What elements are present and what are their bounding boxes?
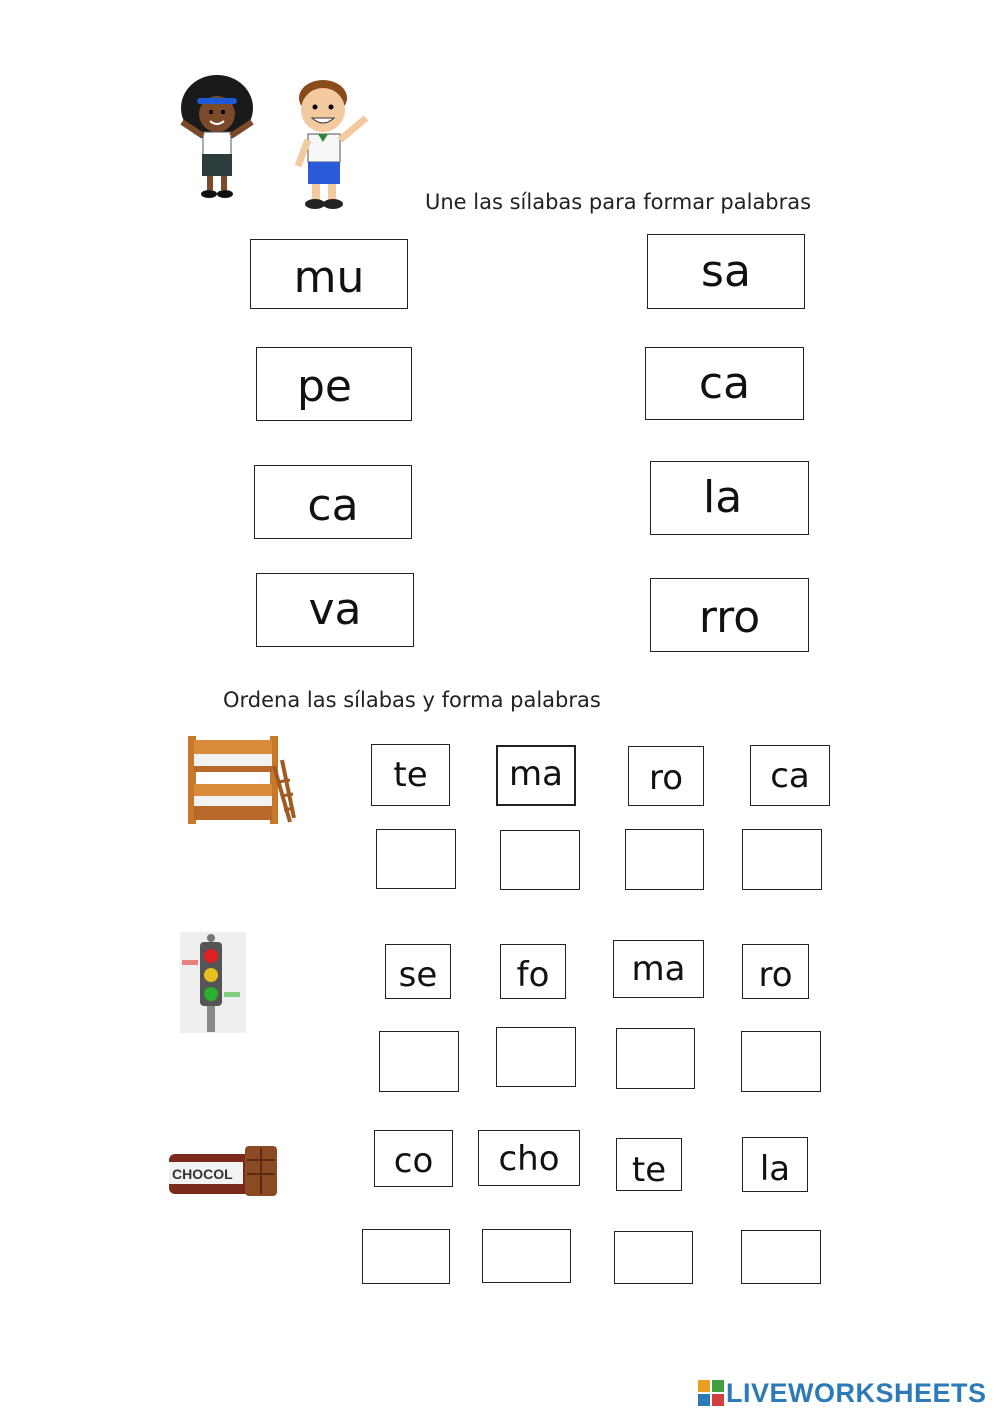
syllable-box-right-4[interactable]: rro bbox=[650, 578, 809, 652]
syllable-card-1-4[interactable]: ca bbox=[750, 745, 830, 806]
bunk-bed-icon bbox=[186, 730, 296, 828]
answer-box-2-4[interactable] bbox=[741, 1031, 821, 1092]
answer-box-1-1[interactable] bbox=[376, 829, 456, 889]
syllable-card-1-2[interactable]: ma bbox=[496, 745, 576, 806]
syllable-box-left-3[interactable]: ca bbox=[254, 465, 412, 539]
liveworksheets-logo bbox=[698, 1378, 987, 1408]
answer-box-2-3[interactable] bbox=[616, 1028, 695, 1089]
answer-box-1-3[interactable] bbox=[625, 829, 704, 890]
instruction-order-syllables: Ordena las sílabas y forma palabras bbox=[223, 688, 601, 712]
chocolate-bar-icon bbox=[167, 1140, 279, 1202]
syllable-box-left-4[interactable]: va bbox=[256, 573, 414, 647]
kids-illustration bbox=[170, 70, 385, 215]
answer-box-3-1[interactable] bbox=[362, 1229, 450, 1284]
syllable-box-left-2[interactable]: pe bbox=[256, 347, 412, 421]
liveworksheets-logo-icon bbox=[698, 1380, 724, 1406]
answer-box-2-2[interactable] bbox=[496, 1027, 576, 1087]
syllable-card-2-2[interactable]: fo bbox=[500, 944, 566, 999]
answer-box-3-2[interactable] bbox=[482, 1229, 571, 1283]
traffic-light-icon bbox=[180, 932, 246, 1033]
syllable-card-2-4[interactable]: ro bbox=[742, 944, 809, 999]
syllable-card-1-3[interactable]: ro bbox=[628, 746, 704, 806]
answer-box-1-2[interactable] bbox=[500, 830, 580, 890]
syllable-card-3-1[interactable]: co bbox=[374, 1130, 453, 1187]
syllable-card-2-3[interactable]: ma bbox=[613, 940, 704, 998]
liveworksheets-logo-text: LIVEWORKSHEETS bbox=[726, 1377, 987, 1408]
answer-box-3-3[interactable] bbox=[614, 1231, 693, 1284]
syllable-card-3-3[interactable]: te bbox=[616, 1138, 682, 1191]
syllable-box-right-1[interactable]: sa bbox=[647, 234, 805, 309]
syllable-box-right-2[interactable]: ca bbox=[645, 347, 804, 420]
students-icon bbox=[170, 70, 385, 215]
answer-box-2-1[interactable] bbox=[379, 1031, 459, 1092]
answer-box-1-4[interactable] bbox=[742, 829, 822, 890]
answer-box-3-4[interactable] bbox=[741, 1230, 821, 1284]
syllable-box-left-1[interactable]: mu bbox=[250, 239, 408, 309]
syllable-card-3-4[interactable]: la bbox=[742, 1137, 808, 1192]
syllable-box-right-3[interactable]: la bbox=[650, 461, 809, 535]
chocolate-wrapper-text: CHOCOL bbox=[172, 1166, 233, 1182]
instruction-match-syllables: Une las sílabas para formar palabras bbox=[425, 190, 812, 214]
syllable-card-3-2[interactable]: cho bbox=[478, 1130, 580, 1186]
syllable-card-2-1[interactable]: se bbox=[385, 944, 451, 999]
syllable-card-1-1[interactable]: te bbox=[371, 744, 450, 806]
